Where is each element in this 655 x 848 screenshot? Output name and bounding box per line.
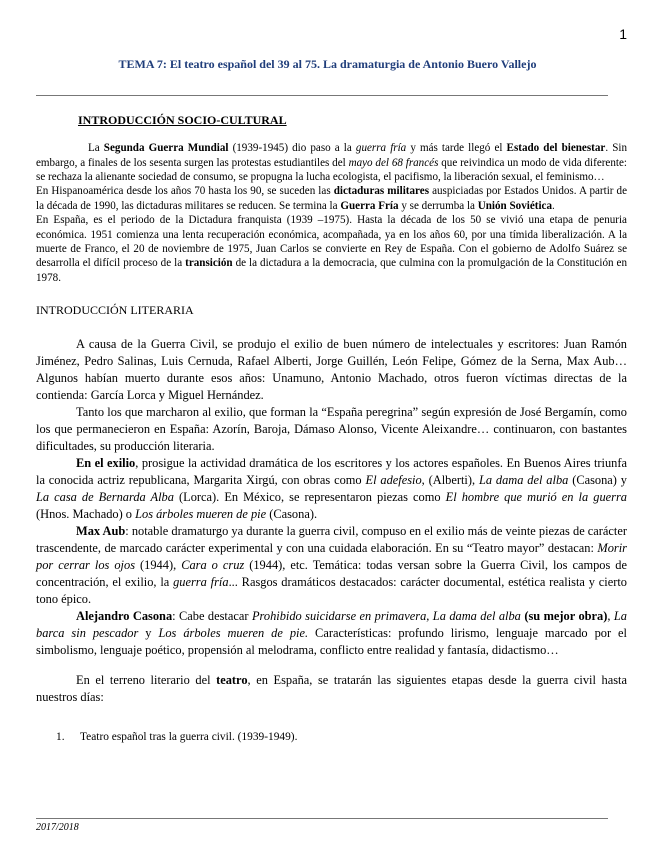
lit-paragraph-5: Alejandro Casona: Cabe destacar Prohibido suicidarse en primavera, La dama del alba (su mejor obra), La barca sin pescador y Los árboles mueren de pie. Características: profundo lirismo, lenguaje marcado por el simbolismo, lenguaje poético, propensión al melodrama, conflicto entre realidad y fantasía, didactismo…	[36, 609, 627, 658]
lit-paragraph-4: Max Aub: notable dramaturgo ya durante la guerra civil, compuso en el exilio más de veinte piezas de carácter trascendente, de marcado carácter experimental y con una cuidada elaboración. En su “Teatro mayor” destacan: Morir por cerrar los ojos (1944), Cara o cruz (1944), etc. Temática: todas versan sobre la Guerra Civil, los campos de concentración, el exilio, la guerra fría... Rasgos dramáticos destacados: carácter documental, estética realista y cierto tono épico.	[36, 524, 628, 607]
socio-paragraph-2: En Hispanoamérica desde los años 70 hasta los 90, se suceden las dictaduras militares auspiciadas por Estados Unidos. A partir de la década de 1990, las dictaduras militares se reducen. Se termina la Guerra Fría y se derrumba la Unión Soviética.	[36, 185, 627, 212]
literary-heading: INTRODUCCIÓN LITERARIA	[36, 303, 194, 318]
socio-heading: INTRODUCCIÓN SOCIO-CULTURAL	[78, 113, 287, 127]
stages-list	[36, 730, 627, 745]
socio-paragraph-1: La Segunda Guerra Mundial (1939-1945) dio paso a la guerra fría y más tarde llegó el Estado del bienestar. Sin embargo, a finales de los sesenta surgen las protestas estudiantiles del mayo del 68 francés que reivindica un modo de vida diferente: se rechaza la alienante sociedad de consumo, se propugna la lucha ecologista, el pacifismo, la liberación sexual, el feminismo…	[36, 142, 627, 184]
lit-paragraph-3: En el exilio, prosigue la actividad dramática de los escritores y los actores españoles. En Buenos Aires triunfa la conocida actriz republicana, Margarita Xirgú, con obras como El adefesio, (Alberti), La dama del alba (Casona) y La casa de Bernarda Alba (Lorca). En México, se representaron piezas como El hombre que murió en la guerra (Hnos. Machado) o Los árboles mueren de pie (Casona).	[36, 456, 628, 522]
list-item: 1. Teatro español tras la guerra civil. (1939-1949).	[56, 731, 298, 744]
lit-paragraph-1: A causa de la Guerra Civil, se produjo el exilio de buen número de intelectuales y escritores: Juan Ramón Jiménez, Pedro Salinas, Luis Cernuda, Rafael Alberti, Jorge Guillén, León Felipe, Gómez de la Serna, Max Aub… Algunos habían muerto durante esos años: Unamuno, Antonio Machado, otros fueron víctimas directas de la contienda: García Lorca y Miguel Hernández.	[36, 337, 627, 403]
footer-rule	[36, 818, 608, 819]
socio-paragraph-3: En España, es el periodo de la Dictadura franquista (1939 –1975). Hasta la década de los 50 se vivió una etapa de penuria económica. 1951 comienza una lenta recuperación económica, acompañada, ya en los años 60, por una tímida liberalización. A la muerte de Franco, el 20 de noviembre de 1975, Juan Carlos se convierte en Rey de España. Con el gobierno de Adolfo Suárez se desarrolla el difícil proceso de la transición de la dictadura a la democracia, que culmina con la promulgación de la Constitución en 1978.	[36, 214, 628, 284]
document-body	[36, 113, 627, 746]
header-title: TEMA 7: El teatro español del 39 al 75. La dramaturgia de Antonio Buero Vallejo	[118, 57, 537, 71]
header-rule	[36, 95, 608, 96]
footer-year: 2017/2018	[36, 822, 79, 833]
lit-paragraph-6: En el terreno literario del teatro, en España, se tratarán las siguientes etapas desde la guerra civil hasta nuestros días:	[36, 673, 627, 705]
page-number: 1	[619, 26, 627, 42]
lit-paragraph-2: Tanto los que marcharon al exilio, que forman la “España peregrina” según expresión de José Bergamín, como los que permanecieron en España: Azorín, Baroja, Dámaso Alonso, Vicente Aleixandre… continuaron, con bastantes dificultades, su producción literaria.	[36, 405, 627, 454]
